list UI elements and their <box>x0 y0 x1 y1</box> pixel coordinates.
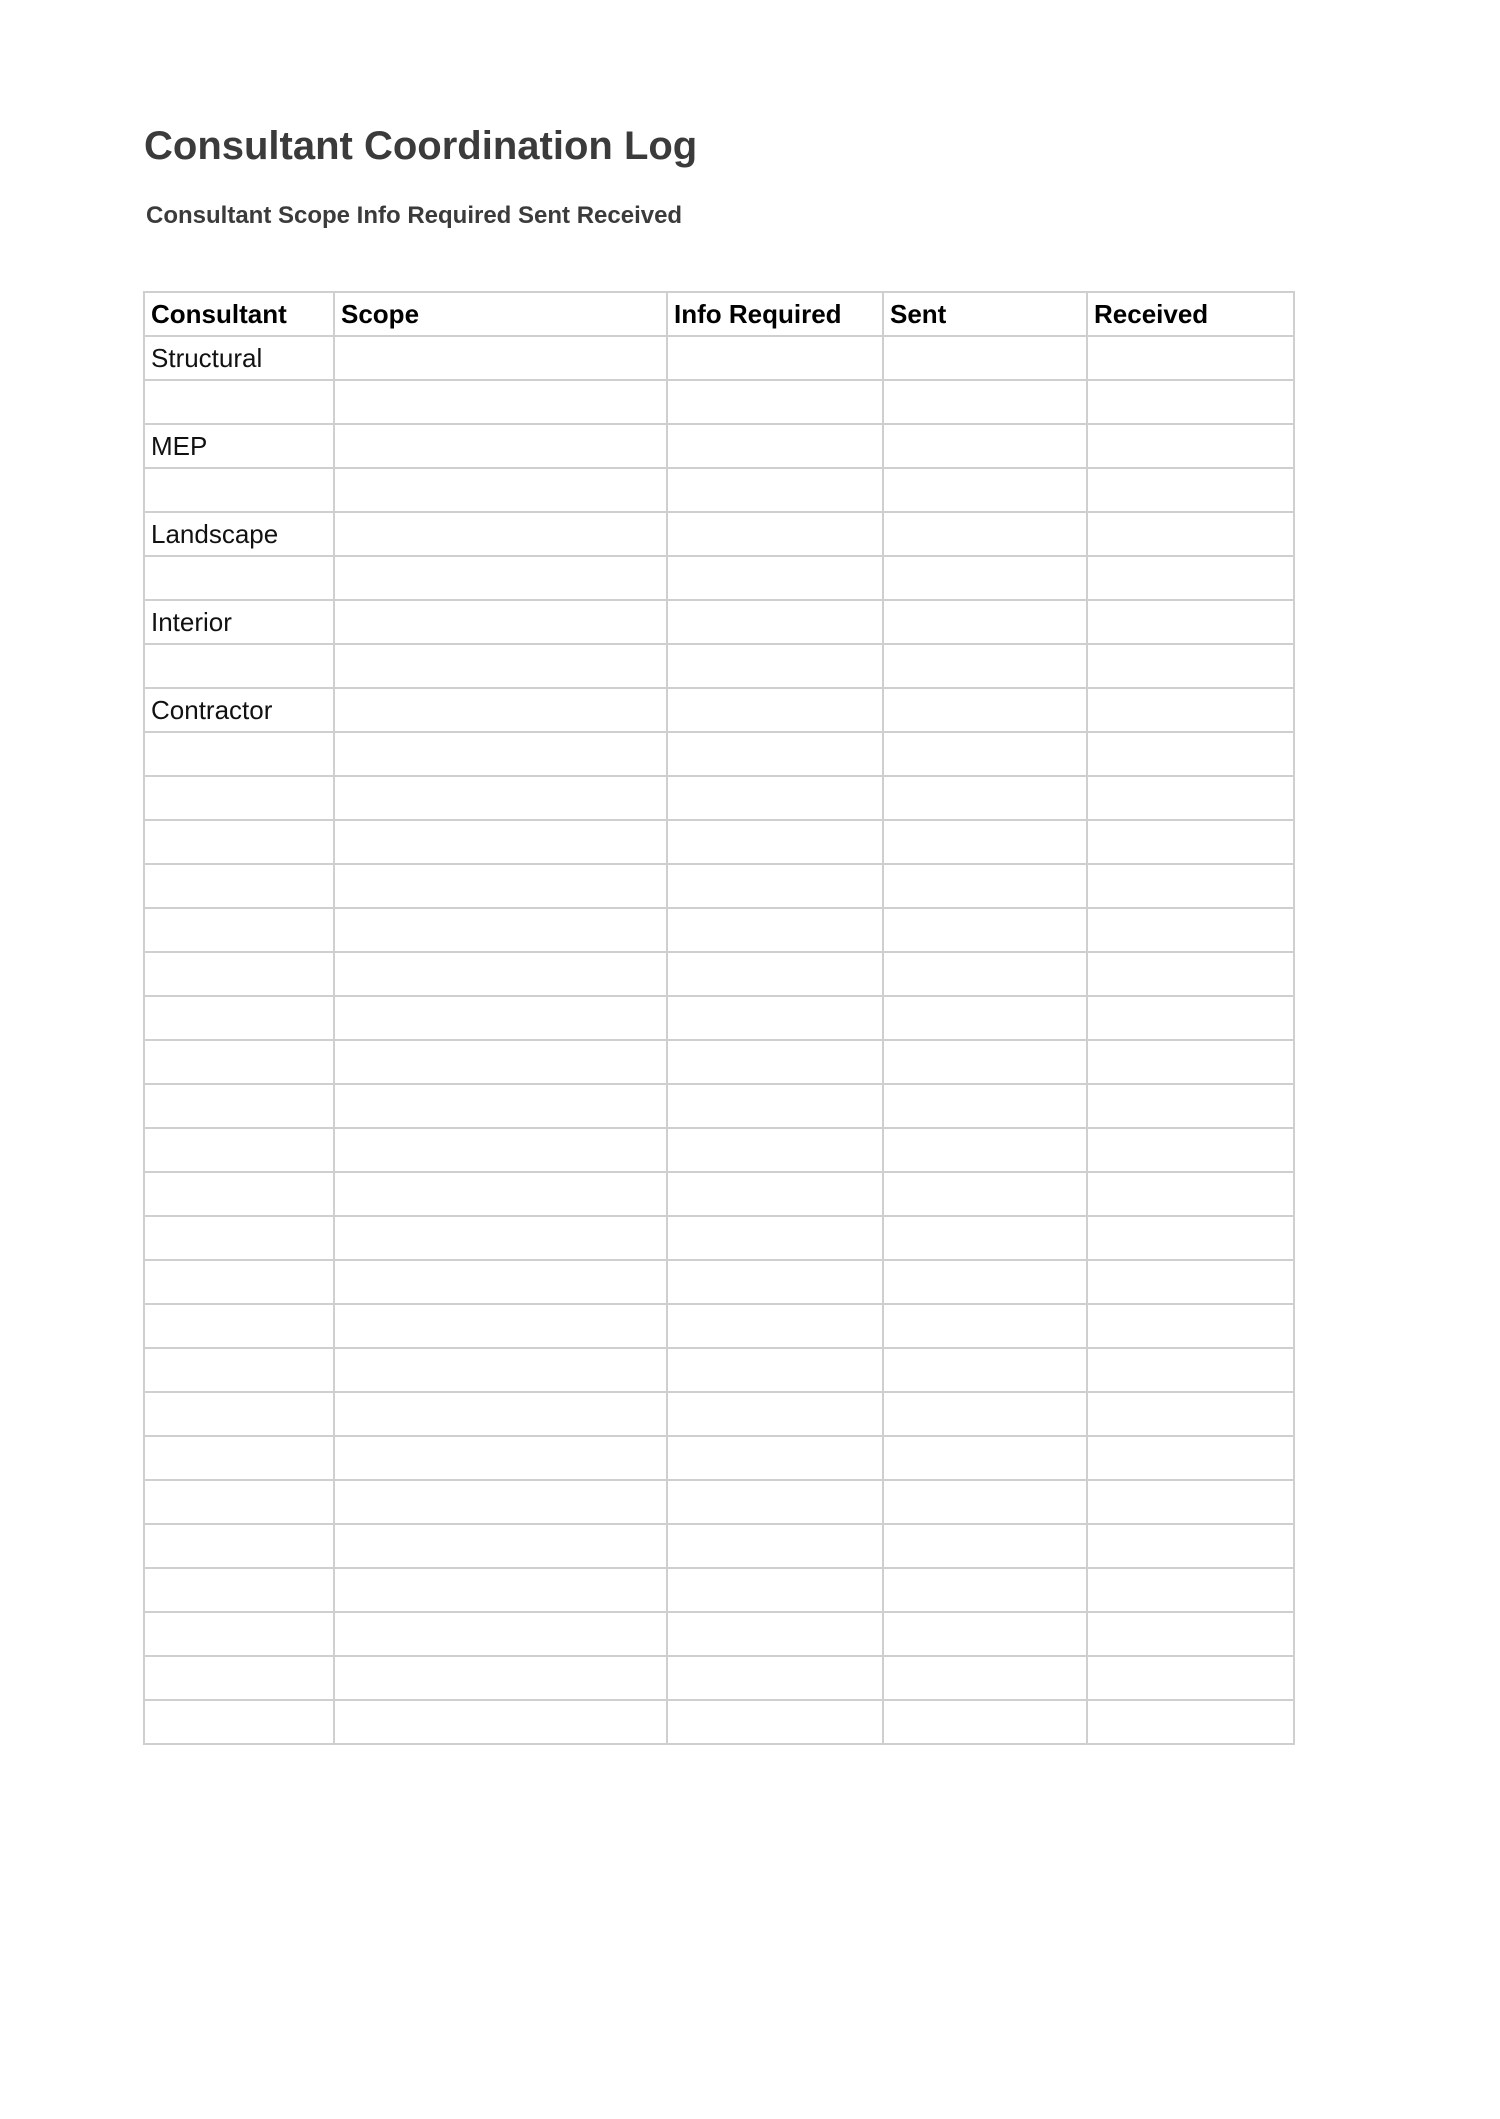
cell-consultant[interactable] <box>144 468 334 512</box>
cell-info-required[interactable] <box>667 1260 883 1304</box>
table-row <box>144 1480 1294 1524</box>
cell-consultant[interactable]: Structural <box>144 336 334 380</box>
table-row <box>144 424 1294 468</box>
table-row <box>144 820 1294 864</box>
cell-received[interactable] <box>1087 600 1294 644</box>
cell-sent[interactable] <box>883 1568 1087 1612</box>
cell-sent[interactable] <box>883 864 1087 908</box>
cell-sent[interactable] <box>883 776 1087 820</box>
table-row <box>144 952 1294 996</box>
cell-sent[interactable] <box>883 1040 1087 1084</box>
cell-consultant[interactable] <box>144 1392 334 1436</box>
cell-consultant[interactable] <box>144 1084 334 1128</box>
column-header-received: Received <box>1087 292 1294 336</box>
cell-info-required[interactable] <box>667 908 883 952</box>
cell-scope[interactable] <box>334 1480 667 1524</box>
cell-sent[interactable] <box>883 952 1087 996</box>
cell-consultant[interactable]: MEP <box>144 424 334 468</box>
cell-received[interactable] <box>1087 1524 1294 1568</box>
cell-sent[interactable] <box>883 1216 1087 1260</box>
cell-scope[interactable] <box>334 1128 667 1172</box>
cell-received[interactable] <box>1087 1260 1294 1304</box>
cell-sent[interactable] <box>883 1700 1087 1744</box>
cell-scope[interactable] <box>334 1084 667 1128</box>
cell-scope[interactable] <box>334 732 667 776</box>
cell-info-required[interactable] <box>667 600 883 644</box>
cell-info-required[interactable] <box>667 380 883 424</box>
cell-info-required[interactable] <box>667 732 883 776</box>
cell-received[interactable] <box>1087 952 1294 996</box>
table-row <box>144 1436 1294 1480</box>
cell-sent[interactable] <box>883 1084 1087 1128</box>
cell-received[interactable] <box>1087 1348 1294 1392</box>
cell-scope[interactable] <box>334 644 667 688</box>
cell-info-required[interactable] <box>667 1612 883 1656</box>
cell-info-required[interactable] <box>667 512 883 556</box>
cell-scope[interactable] <box>334 1436 667 1480</box>
cell-received[interactable] <box>1087 1216 1294 1260</box>
cell-scope[interactable] <box>334 512 667 556</box>
cell-consultant[interactable] <box>144 380 334 424</box>
table-row <box>144 1260 1294 1304</box>
table-row <box>144 1084 1294 1128</box>
cell-info-required[interactable] <box>667 1392 883 1436</box>
column-header-sent: Sent <box>883 292 1087 336</box>
cell-consultant[interactable] <box>144 1480 334 1524</box>
cell-info-required[interactable] <box>667 776 883 820</box>
cell-scope[interactable] <box>334 1172 667 1216</box>
cell-scope[interactable] <box>334 1700 667 1744</box>
table-row <box>144 688 1294 732</box>
cell-sent[interactable] <box>883 1348 1087 1392</box>
cell-info-required[interactable] <box>667 688 883 732</box>
cell-received[interactable] <box>1087 1568 1294 1612</box>
cell-scope[interactable] <box>334 820 667 864</box>
table-row <box>144 1568 1294 1612</box>
cell-received[interactable] <box>1087 380 1294 424</box>
cell-scope[interactable] <box>334 1568 667 1612</box>
cell-info-required[interactable] <box>667 1656 883 1700</box>
cell-info-required[interactable] <box>667 468 883 512</box>
table-row <box>144 732 1294 776</box>
cell-info-required[interactable] <box>667 424 883 468</box>
table-row <box>144 380 1294 424</box>
cell-consultant[interactable] <box>144 1700 334 1744</box>
cell-scope[interactable] <box>334 1216 667 1260</box>
cell-consultant[interactable]: Landscape <box>144 512 334 556</box>
cell-scope[interactable] <box>334 1260 667 1304</box>
cell-consultant[interactable] <box>144 864 334 908</box>
table-row <box>144 1524 1294 1568</box>
cell-sent[interactable] <box>883 644 1087 688</box>
cell-received[interactable] <box>1087 732 1294 776</box>
cell-consultant[interactable] <box>144 1436 334 1480</box>
cell-consultant[interactable] <box>144 908 334 952</box>
table-body <box>144 336 1294 1744</box>
table-row <box>144 1172 1294 1216</box>
table-row <box>144 776 1294 820</box>
cell-consultant[interactable] <box>144 644 334 688</box>
cell-received[interactable] <box>1087 1656 1294 1700</box>
cell-received[interactable] <box>1087 864 1294 908</box>
cell-scope[interactable] <box>334 1348 667 1392</box>
cell-info-required[interactable] <box>667 1568 883 1612</box>
cell-consultant[interactable] <box>144 1348 334 1392</box>
cell-consultant[interactable] <box>144 1128 334 1172</box>
cell-scope[interactable] <box>334 468 667 512</box>
cell-consultant[interactable]: Interior <box>144 600 334 644</box>
table-row <box>144 644 1294 688</box>
table-row <box>144 1128 1294 1172</box>
cell-scope[interactable] <box>334 600 667 644</box>
table-row <box>144 512 1294 556</box>
cell-received[interactable] <box>1087 556 1294 600</box>
table-row <box>144 1216 1294 1260</box>
table-row <box>144 996 1294 1040</box>
cell-consultant[interactable] <box>144 776 334 820</box>
page-title: Consultant Coordination Log <box>144 124 698 168</box>
cell-sent[interactable] <box>883 996 1087 1040</box>
cell-consultant[interactable] <box>144 1260 334 1304</box>
cell-sent[interactable] <box>883 1524 1087 1568</box>
cell-scope[interactable] <box>334 1304 667 1348</box>
column-header-scope: Scope <box>334 292 667 336</box>
cell-consultant[interactable] <box>144 1568 334 1612</box>
cell-sent[interactable] <box>883 1436 1087 1480</box>
cell-info-required[interactable] <box>667 1436 883 1480</box>
cell-consultant[interactable] <box>144 1216 334 1260</box>
cell-sent[interactable] <box>883 556 1087 600</box>
cell-info-required[interactable] <box>667 996 883 1040</box>
cell-received[interactable] <box>1087 820 1294 864</box>
table-row <box>144 864 1294 908</box>
cell-info-required[interactable] <box>667 336 883 380</box>
cell-sent[interactable] <box>883 1656 1087 1700</box>
cell-sent[interactable] <box>883 600 1087 644</box>
cell-received[interactable] <box>1087 512 1294 556</box>
cell-received[interactable] <box>1087 1040 1294 1084</box>
cell-consultant[interactable] <box>144 820 334 864</box>
cell-sent[interactable] <box>883 908 1087 952</box>
cell-sent[interactable] <box>883 336 1087 380</box>
cell-info-required[interactable] <box>667 952 883 996</box>
cell-info-required[interactable] <box>667 1040 883 1084</box>
cell-info-required[interactable] <box>667 644 883 688</box>
table-header <box>144 292 1294 336</box>
cell-received[interactable] <box>1087 908 1294 952</box>
column-header-consultant: Consultant <box>144 292 334 336</box>
cell-sent[interactable] <box>883 820 1087 864</box>
cell-sent[interactable] <box>883 1128 1087 1172</box>
cell-consultant[interactable] <box>144 1304 334 1348</box>
table-row <box>144 1348 1294 1392</box>
table-row <box>144 1656 1294 1700</box>
cell-consultant[interactable] <box>144 732 334 776</box>
cell-sent[interactable] <box>883 512 1087 556</box>
cell-scope[interactable] <box>334 380 667 424</box>
cell-info-required[interactable] <box>667 1172 883 1216</box>
cell-info-required[interactable] <box>667 1700 883 1744</box>
cell-info-required[interactable] <box>667 556 883 600</box>
cell-scope[interactable] <box>334 996 667 1040</box>
cell-consultant[interactable]: Contractor <box>144 688 334 732</box>
cell-received[interactable] <box>1087 1172 1294 1216</box>
cell-scope[interactable] <box>334 776 667 820</box>
cell-scope[interactable] <box>334 1392 667 1436</box>
cell-received[interactable] <box>1087 1084 1294 1128</box>
table-row <box>144 908 1294 952</box>
cell-consultant[interactable] <box>144 556 334 600</box>
cell-sent[interactable] <box>883 1612 1087 1656</box>
cell-received[interactable] <box>1087 336 1294 380</box>
cell-scope[interactable] <box>334 688 667 732</box>
cell-info-required[interactable] <box>667 820 883 864</box>
cell-received[interactable] <box>1087 1700 1294 1744</box>
cell-scope[interactable] <box>334 336 667 380</box>
cell-received[interactable] <box>1087 468 1294 512</box>
cell-sent[interactable] <box>883 1480 1087 1524</box>
cell-consultant[interactable] <box>144 1172 334 1216</box>
cell-info-required[interactable] <box>667 1084 883 1128</box>
table-row <box>144 1304 1294 1348</box>
cell-scope[interactable] <box>334 864 667 908</box>
cell-received[interactable] <box>1087 1128 1294 1172</box>
cell-sent[interactable] <box>883 1260 1087 1304</box>
table-row <box>144 556 1294 600</box>
cell-received[interactable] <box>1087 1612 1294 1656</box>
cell-scope[interactable] <box>334 1656 667 1700</box>
table-row <box>144 336 1294 380</box>
cell-consultant[interactable] <box>144 952 334 996</box>
cell-sent[interactable] <box>883 1172 1087 1216</box>
table-row <box>144 468 1294 512</box>
cell-received[interactable] <box>1087 996 1294 1040</box>
cell-info-required[interactable] <box>667 1480 883 1524</box>
cell-info-required[interactable] <box>667 1304 883 1348</box>
page-subtitle: Consultant Scope Info Required Sent Received <box>146 202 683 229</box>
cell-received[interactable] <box>1087 1392 1294 1436</box>
cell-sent[interactable] <box>883 688 1087 732</box>
cell-scope[interactable] <box>334 1524 667 1568</box>
cell-consultant[interactable] <box>144 1612 334 1656</box>
cell-received[interactable] <box>1087 688 1294 732</box>
cell-received[interactable] <box>1087 1480 1294 1524</box>
coordination-log-table <box>143 291 1295 1745</box>
cell-info-required[interactable] <box>667 1524 883 1568</box>
cell-received[interactable] <box>1087 1436 1294 1480</box>
cell-scope[interactable] <box>334 952 667 996</box>
cell-sent[interactable] <box>883 380 1087 424</box>
cell-sent[interactable] <box>883 1304 1087 1348</box>
cell-scope[interactable] <box>334 1040 667 1084</box>
cell-received[interactable] <box>1087 424 1294 468</box>
cell-sent[interactable] <box>883 424 1087 468</box>
header-row <box>144 292 1294 336</box>
cell-consultant[interactable] <box>144 996 334 1040</box>
cell-scope[interactable] <box>334 1612 667 1656</box>
cell-received[interactable] <box>1087 776 1294 820</box>
cell-info-required[interactable] <box>667 1128 883 1172</box>
cell-sent[interactable] <box>883 468 1087 512</box>
cell-received[interactable] <box>1087 644 1294 688</box>
cell-consultant[interactable] <box>144 1656 334 1700</box>
cell-received[interactable] <box>1087 1304 1294 1348</box>
cell-scope[interactable] <box>334 556 667 600</box>
cell-info-required[interactable] <box>667 1216 883 1260</box>
table-row <box>144 600 1294 644</box>
cell-scope[interactable] <box>334 908 667 952</box>
table-row <box>144 1612 1294 1656</box>
table-row <box>144 1700 1294 1744</box>
cell-consultant[interactable] <box>144 1524 334 1568</box>
cell-info-required[interactable] <box>667 1348 883 1392</box>
cell-sent[interactable] <box>883 1392 1087 1436</box>
cell-sent[interactable] <box>883 732 1087 776</box>
table-row <box>144 1392 1294 1436</box>
table-row <box>144 1040 1294 1084</box>
cell-scope[interactable] <box>334 424 667 468</box>
cell-consultant[interactable] <box>144 1040 334 1084</box>
cell-info-required[interactable] <box>667 864 883 908</box>
column-header-info-required: Info Required <box>667 292 883 336</box>
